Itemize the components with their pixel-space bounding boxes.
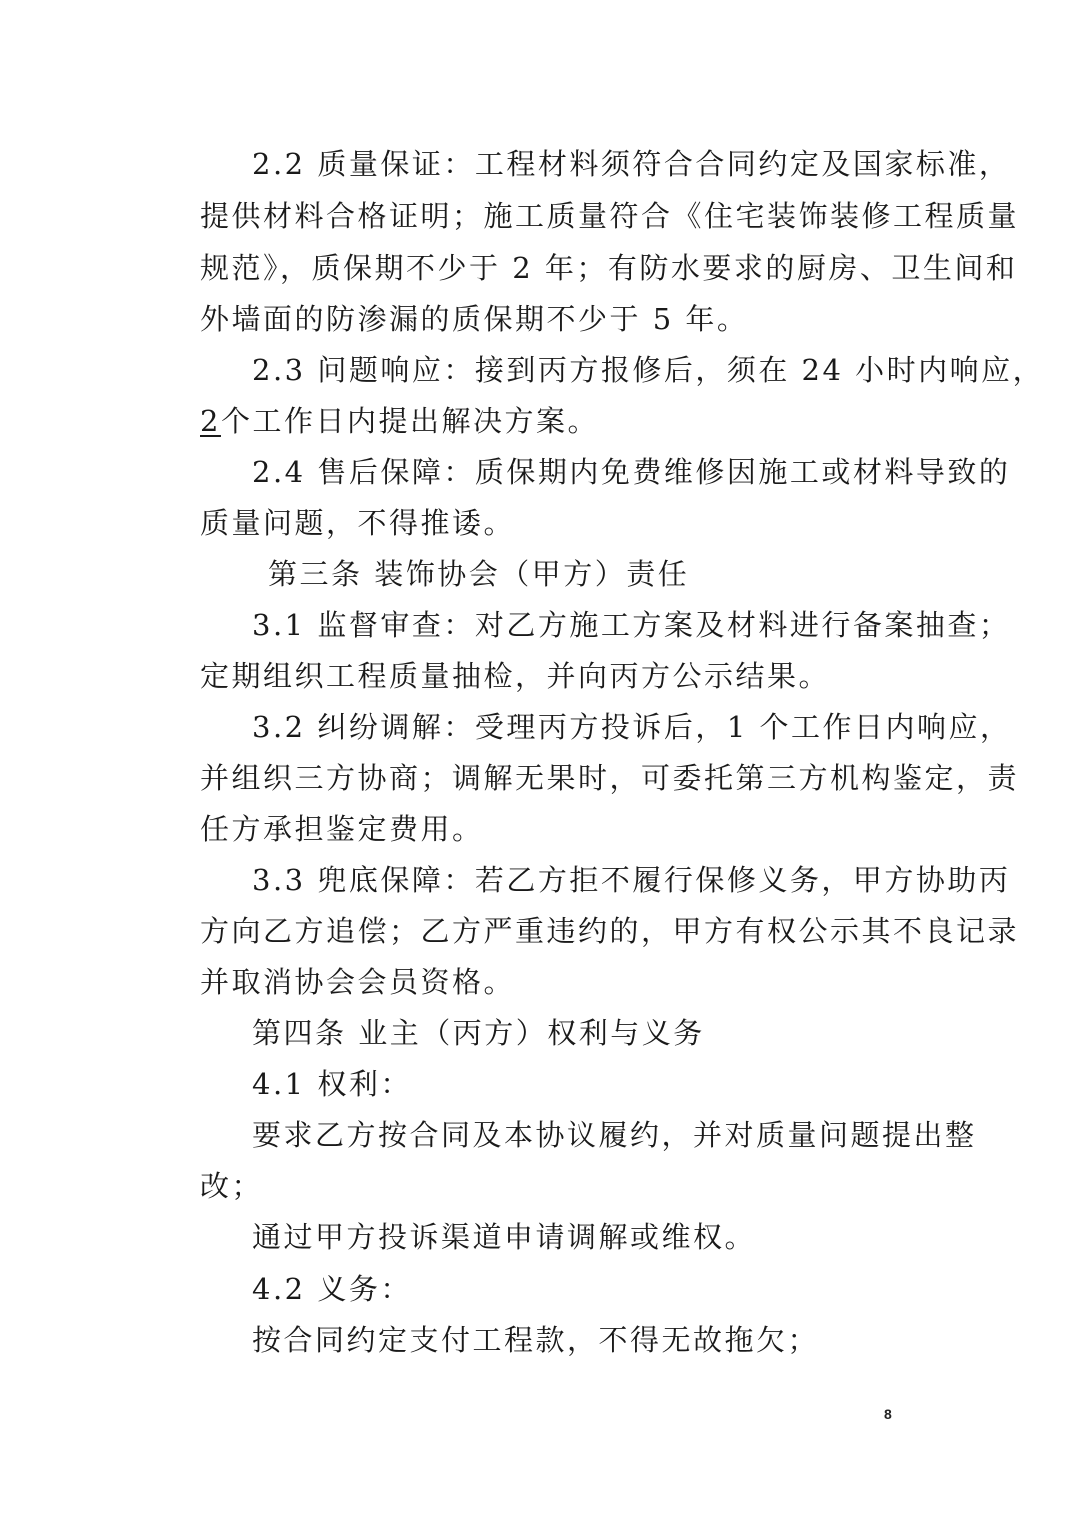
clause-3-1-line-2: 定期组织工程质量抽检，并向丙方公示结果。 xyxy=(200,659,831,693)
clause-3-2-line-1: 3.2 纠纷调解：受理丙方投诉后，1 个工作日内响应， xyxy=(252,710,1012,744)
clause-3-2-line-2: 并组织三方协商；调解无果时，可委托第三方机构鉴定，责 xyxy=(200,761,1020,795)
clause-4-1-item-2: 通过甲方投诉渠道申请调解或维权。 xyxy=(252,1220,757,1254)
clause-3-3-line-2: 方向乙方追偿；乙方严重违约的，甲方有权公示其不良记录 xyxy=(200,914,1020,948)
clause-2-2-line-4: 外墙面的防渗漏的质保期不少于 5 年。 xyxy=(200,302,749,336)
clause-4-2-item-1: 按合同约定支付工程款，不得无故拖欠； xyxy=(252,1323,820,1357)
clause-2-3-line-2 xyxy=(200,403,900,439)
clause-2-2-line-2: 提供材料合格证明；施工质量符合《住宅装饰装修工程质量 xyxy=(200,199,1020,233)
clause-3-3-line-1: 3.3 兜底保障：若乙方拒不履行保修义务，甲方协助丙 xyxy=(252,863,1011,897)
article-4-heading: 第四条 业主（丙方）权利与义务 xyxy=(252,1016,705,1050)
clause-3-3-line-3: 并取消协会会员资格。 xyxy=(200,965,516,999)
clause-3-2-line-3: 任方承担鉴定费用。 xyxy=(200,812,484,846)
clause-4-1-item-1-line-1: 要求乙方按合同及本协议履约，并对质量问题提出整 xyxy=(252,1118,977,1152)
clause-4-2-title: 4.2 义务： xyxy=(252,1272,412,1306)
clause-2-3-line-2-text: 个工作日内提出解决方案。 xyxy=(220,404,599,438)
clause-3-1-line-1: 3.1 监督审查：对乙方施工方案及材料进行备案抽查； xyxy=(252,608,1011,642)
clause-2-3-line-1: 2.3 问题响应：接到丙方报修后，须在 24 小时内响应， xyxy=(252,353,1045,387)
page-number: 8 xyxy=(884,1406,892,1422)
clause-2-2-line-1: 2.2 质量保证：工程材料须符合合同约定及国家标准， xyxy=(252,147,1011,181)
underlined-number: 2 xyxy=(200,404,221,438)
clause-2-4-line-1: 2.4 售后保障：质保期内免费维修因施工或材料导致的 xyxy=(252,455,1011,489)
clause-4-1-item-1-line-2: 改； xyxy=(200,1169,264,1203)
article-3-heading: 第三条 装饰协会（甲方）责任 xyxy=(268,557,690,591)
clause-2-2-line-3: 规范》，质保期不少于 2 年；有防水要求的厨房、卫生间和 xyxy=(200,251,1018,285)
clause-4-1-title: 4.1 权利： xyxy=(252,1067,412,1101)
clause-2-4-line-2: 质量问题，不得推诿。 xyxy=(200,506,516,540)
